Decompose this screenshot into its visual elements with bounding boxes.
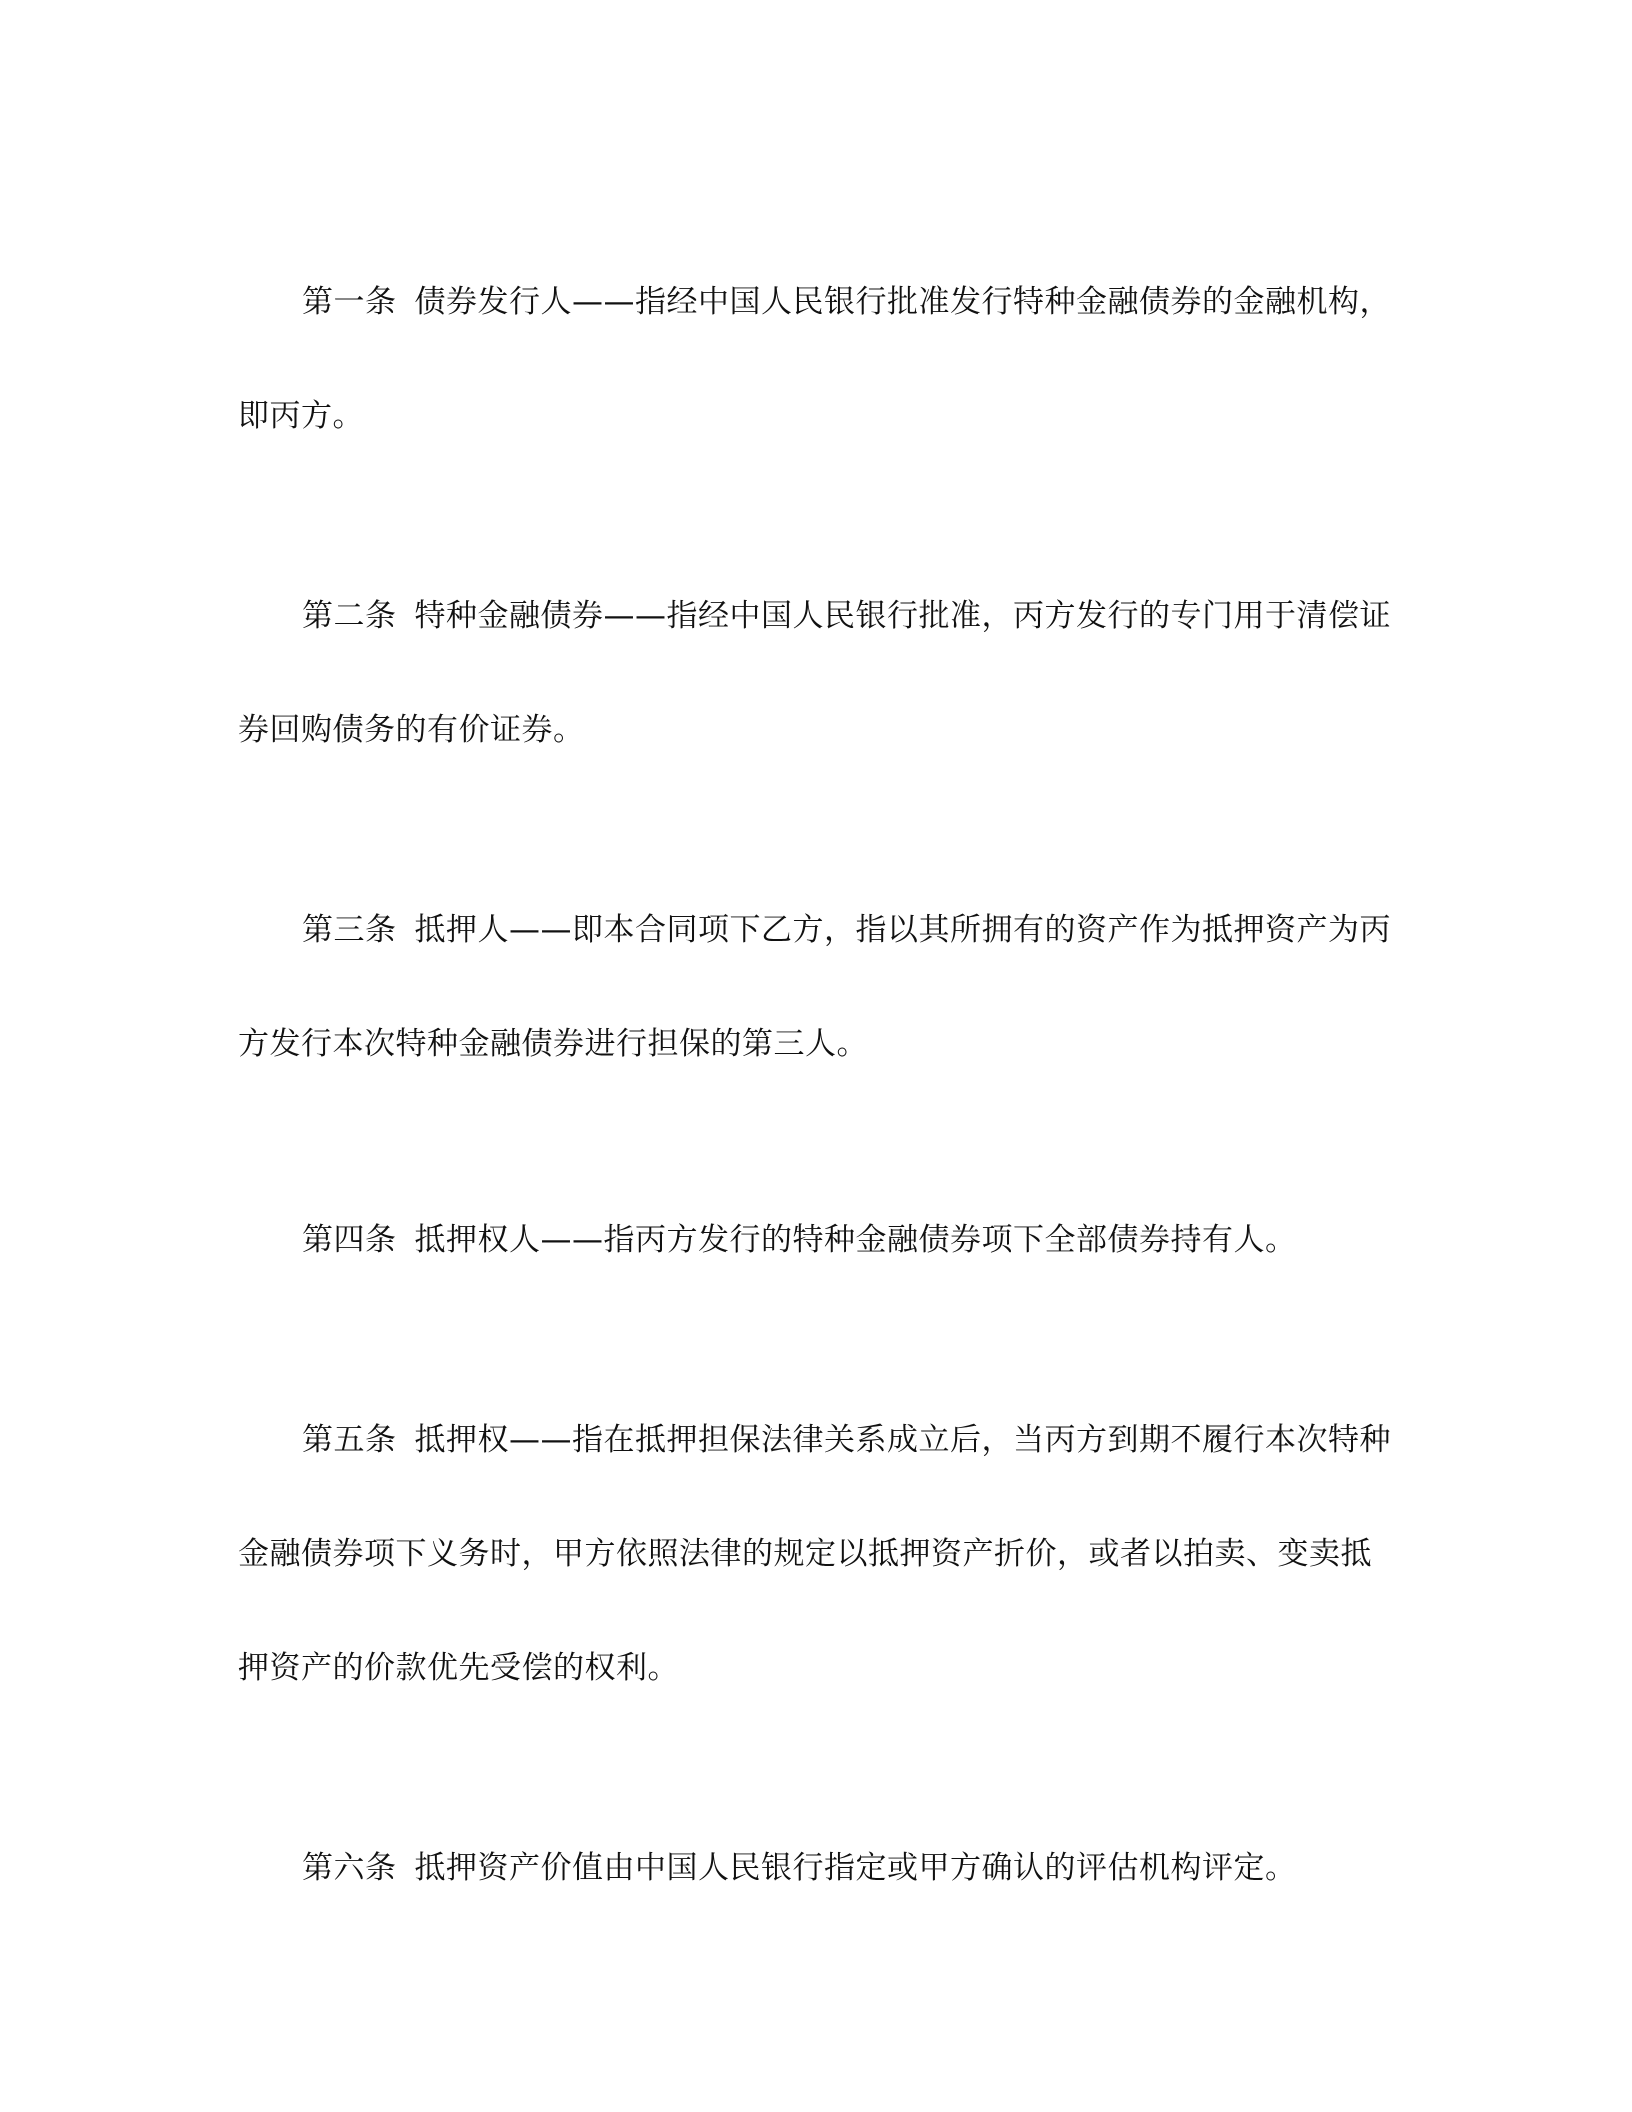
article-2-number: 第二条: [302, 598, 397, 634]
article-6-text: 抵押资产价值由中国人民银行指定或甲方确认的评估机构评定。: [414, 1850, 1297, 1886]
article-3-line-2: 方发行本次特种金融债券进行担保的第三人。: [238, 1026, 868, 1062]
article-6-number: 第六条: [302, 1850, 397, 1886]
article-1-number: 第一条: [302, 284, 397, 320]
article-3-text: 抵押人——即本合同项下乙方，指以其所拥有的资产作为抵押资产为丙: [414, 912, 1391, 948]
article-3-number: 第三条: [302, 912, 397, 948]
article-1-text: 债券发行人——指经中国人民银行批准发行特种金融债券的金融机构，: [414, 284, 1391, 320]
article-2-line-2: 券回购债务的有价证券。: [238, 712, 585, 748]
article-5-text: 抵押权——指在抵押担保法律关系成立后，当丙方到期不履行本次特种: [414, 1422, 1391, 1458]
article-3-line-1: [302, 910, 1462, 950]
article-1-line-2: 即丙方。: [238, 398, 364, 434]
article-4-line-1: [302, 1220, 1462, 1260]
article-5-line-2: 金融债券项下义务时，甲方依照法律的规定以抵押资产折价，或者以拍卖、变卖抵: [238, 1536, 1372, 1572]
article-2-text: 特种金融债券——指经中国人民银行批准，丙方发行的专门用于清偿证: [414, 598, 1391, 634]
article-5-line-1: [302, 1420, 1462, 1460]
article-2-line-1: [302, 596, 1462, 636]
article-6-line-1: [302, 1848, 1462, 1888]
article-4-number: 第四条: [302, 1222, 397, 1258]
article-4-text: 抵押权人——指丙方发行的特种金融债券项下全部债券持有人。: [414, 1222, 1297, 1258]
article-5-line-3: 押资产的价款优先受偿的权利。: [238, 1650, 679, 1686]
article-5-number: 第五条: [302, 1422, 397, 1458]
article-1-line-1: [302, 282, 1462, 322]
